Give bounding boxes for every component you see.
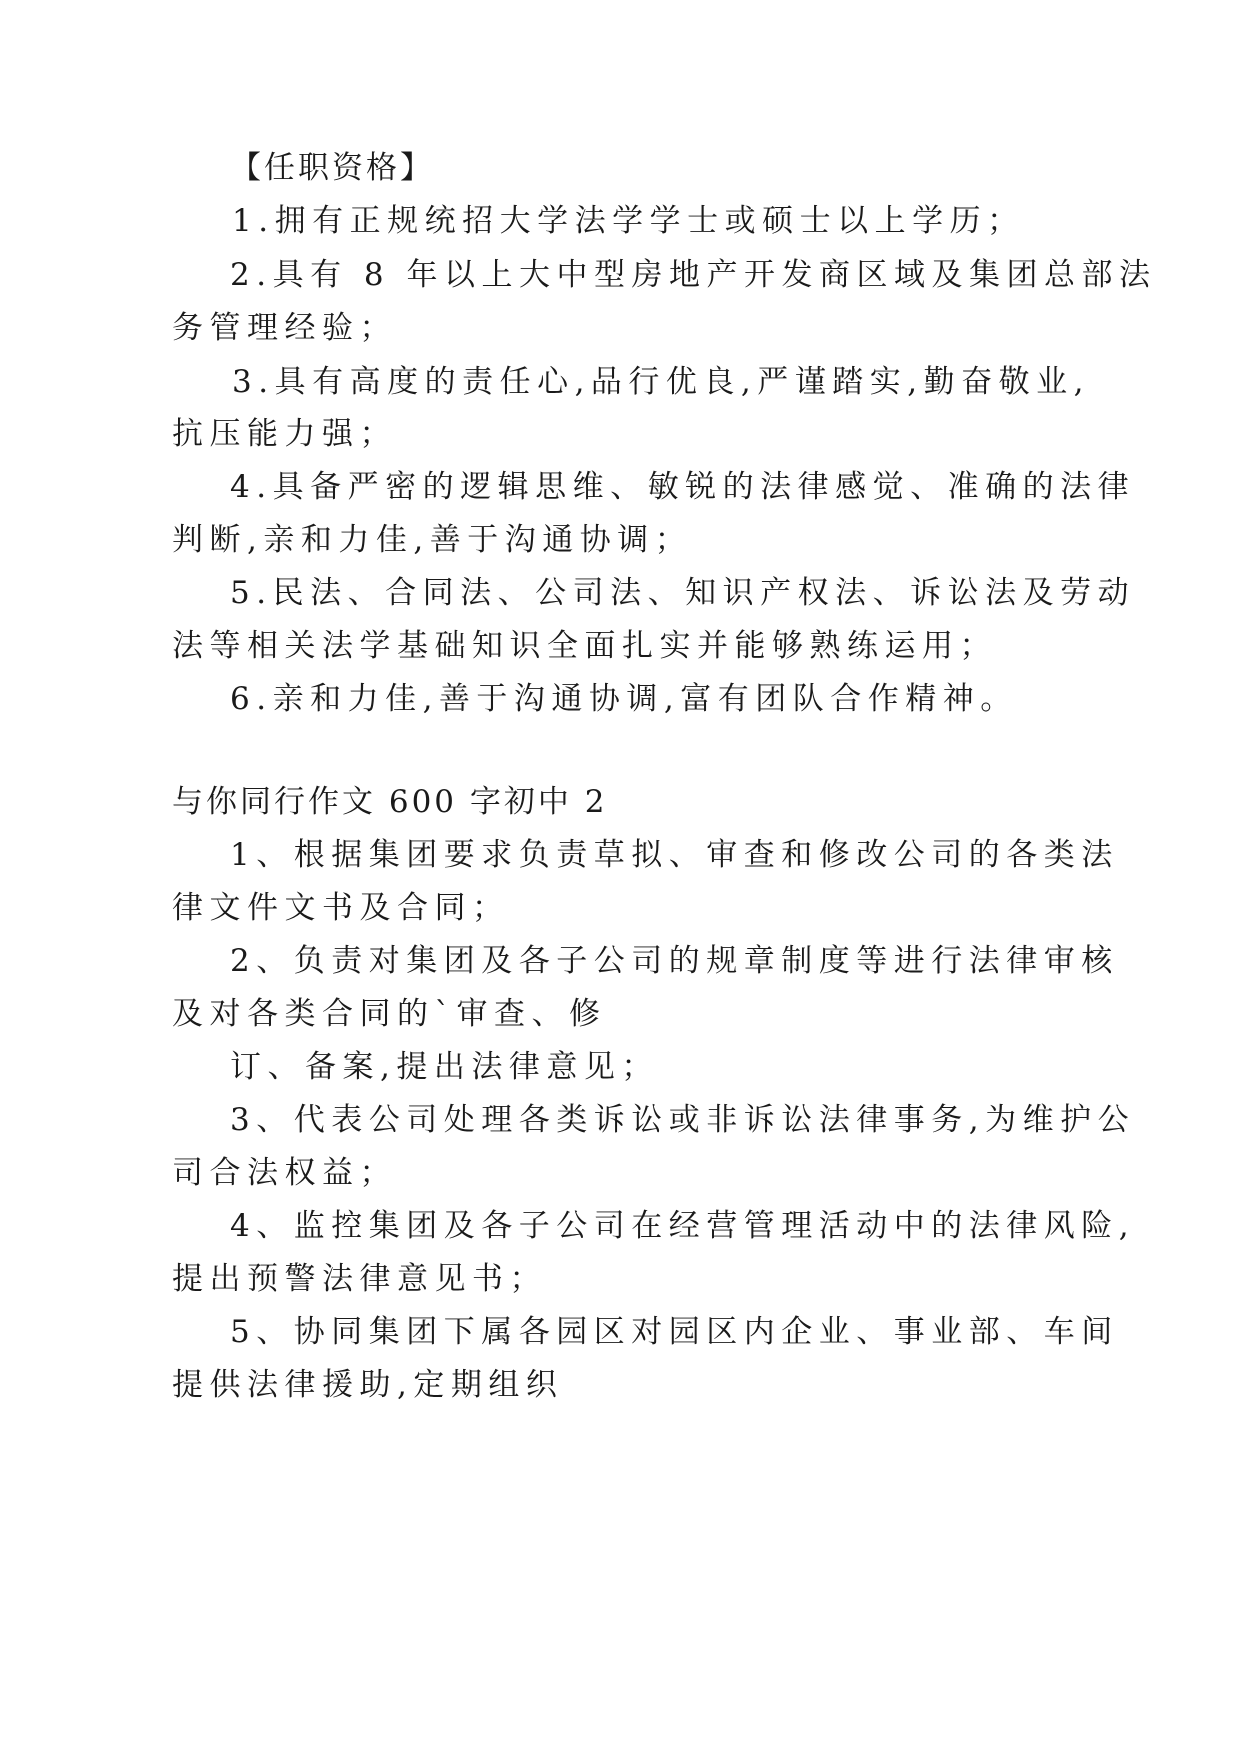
list-item: 2.具有 8 年以上大中型房地产开发商区域及集团总部法 <box>230 257 1157 293</box>
list-item: 4、监控集团及各子公司在经营管理活动中的法律风险, <box>230 1208 1136 1244</box>
list-item: 3、代表公司处理各类诉讼或非诉讼法律事务,为维护公 <box>230 1102 1136 1138</box>
list-item: 5.民法、合同法、公司法、知识产权法、诉讼法及劳动 <box>230 575 1136 611</box>
list-item: 3.具有高度的责任心,品行优良,严谨踏实,勤奋敬业, <box>232 364 1090 400</box>
list-item-continuation: 提供法律援助,定期组织 <box>172 1367 564 1403</box>
list-item: 1、根据集团要求负责草拟、审查和修改公司的各类法 <box>230 837 1119 873</box>
list-item-continuation: 法等相关法学基础知识全面扎实并能够熟练运用； <box>172 628 997 664</box>
section-title: 与你同行作文 600 字初中 2 <box>172 784 608 820</box>
list-item: 1.拥有正规统招大学法学学士或硕士以上学历； <box>232 203 1025 239</box>
list-item-continuation: 订、备案,提出法律意见； <box>230 1049 659 1085</box>
list-item-continuation: 务管理经验； <box>172 310 397 346</box>
list-item-continuation: 提出预警法律意见书； <box>172 1261 547 1297</box>
list-item: 4.具备严密的逻辑思维、敏锐的法律感觉、准确的法律 <box>230 469 1136 505</box>
list-item-continuation: 司合法权益； <box>172 1155 397 1191</box>
list-item: 6.亲和力佳,善于沟通协调,富有团队合作精神。 <box>230 681 1018 717</box>
list-item-continuation: 律文件文书及合同； <box>172 890 510 926</box>
list-item: 5、协同集团下属各园区对园区内企业、事业部、车间 <box>230 1314 1119 1350</box>
list-item-continuation: 及对各类合同的`审查、修 <box>172 996 607 1032</box>
list-item-continuation: 抗压能力强； <box>172 416 397 452</box>
section-heading: 【任职资格】 <box>230 150 434 186</box>
list-item: 2、负责对集团及各子公司的规章制度等进行法律审核 <box>230 943 1119 979</box>
list-item-continuation: 判断,亲和力佳,善于沟通协调； <box>172 522 693 558</box>
